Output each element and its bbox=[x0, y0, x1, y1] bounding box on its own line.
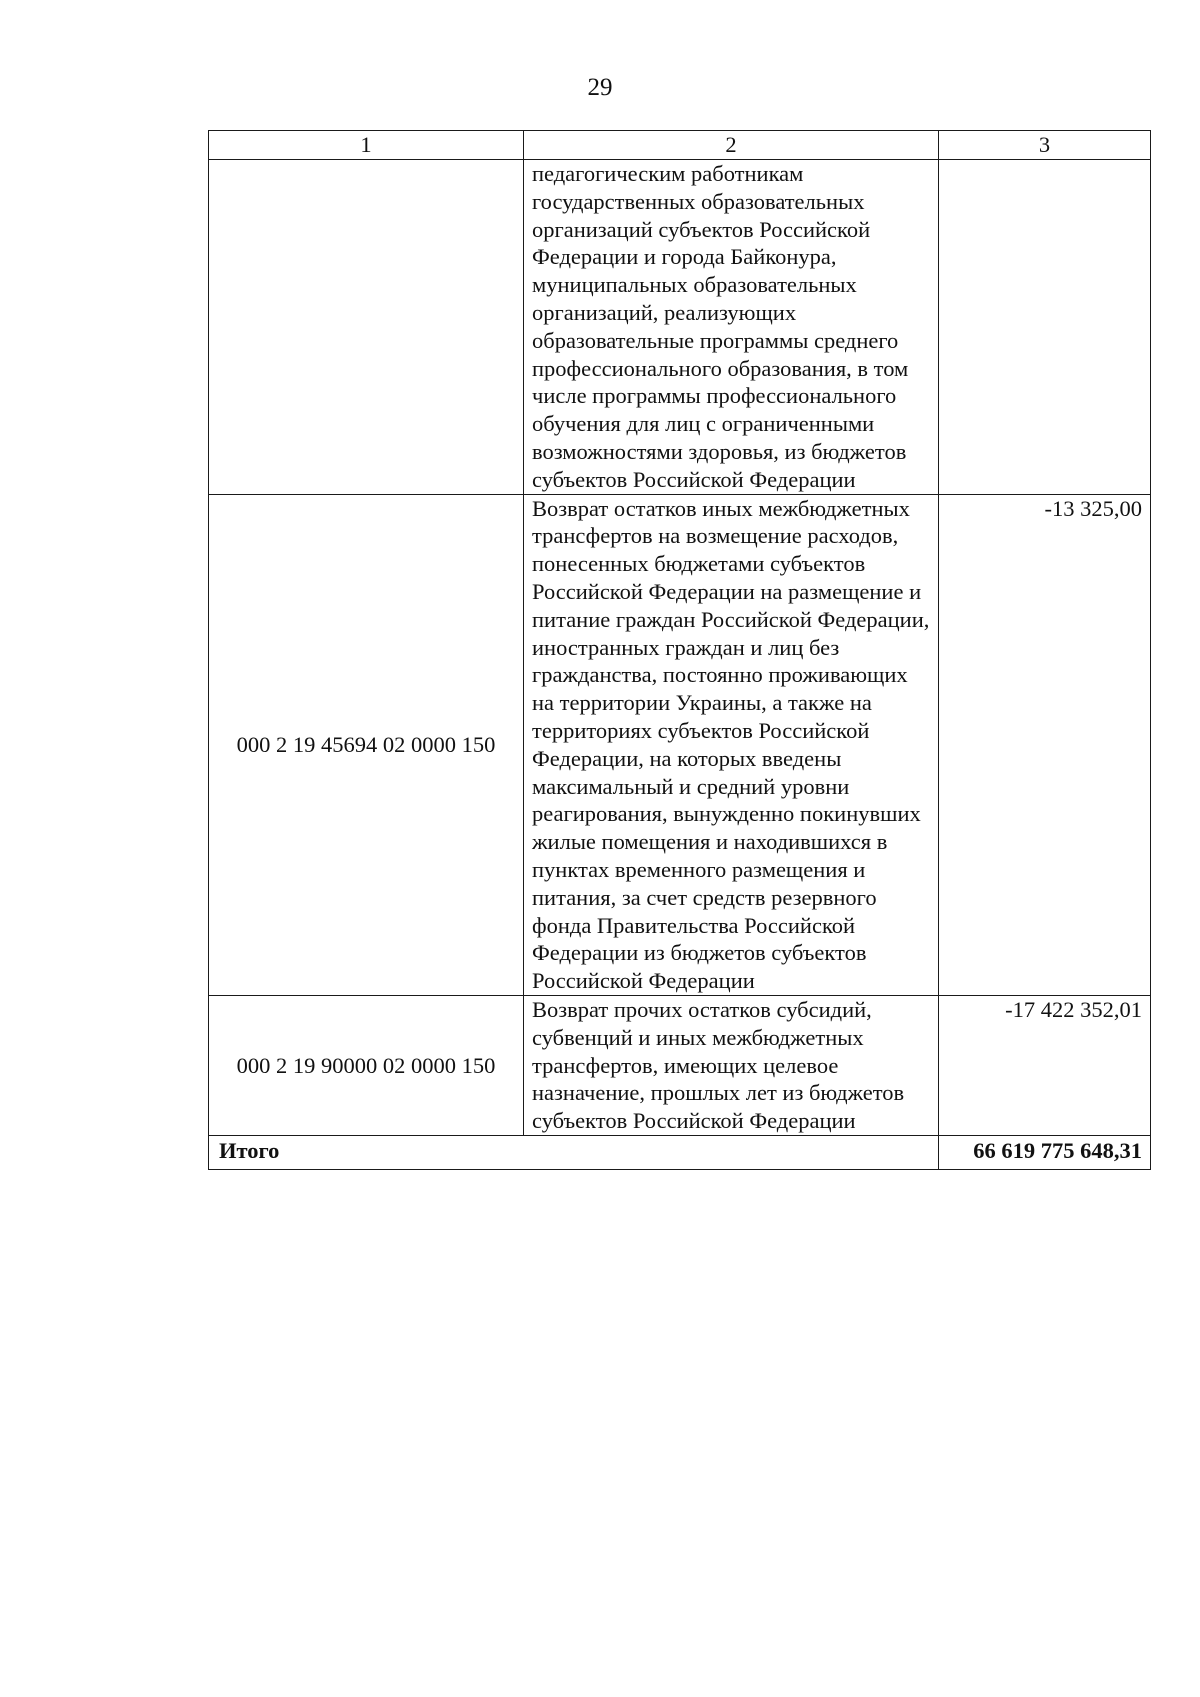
table-header-row bbox=[209, 131, 1151, 160]
row-sum: -17 422 352,01 bbox=[939, 995, 1151, 1135]
row-name: педагогическим работникам государственных образовательных организаций субъектов Российской Федерации и города Байконура, муниципальных образовательных организаций, реализующих образовательные программы среднего профессионального образования, в том числе программы профессионального обучения для лиц с ограниченными возможностями здоровья, из бюджетов субъектов Российской Федерации bbox=[524, 160, 939, 495]
table-row bbox=[209, 995, 1151, 1135]
row-name: Возврат остатков иных межбюджетных трансфертов на возмещение расходов, понесенных бюджетами субъектов Российской Федерации на размещение и питание граждан Российской Федерации, иностранных граждан и лиц без гражданства, постоянно проживающих на территории Украины, а также на территориях субъектов Российской Федерации, на которых введены максимальный и средний уровни реагирования, вынужденно покинувших жилые помещения и находившихся в пунктах временного размещения и питания, за счет средств резервного фонда Правительства Российской Федерации из бюджетов субъектов Российской Федерации bbox=[524, 494, 939, 995]
row-code: 000 2 19 45694 02 0000 150 bbox=[209, 494, 524, 995]
budget-table bbox=[208, 130, 1151, 1170]
table-row bbox=[209, 160, 1151, 495]
column-header-1: 1 bbox=[209, 131, 524, 160]
page-number: 29 bbox=[587, 74, 613, 101]
total-sum: 66 619 775 648,31 bbox=[939, 1135, 1151, 1169]
row-sum bbox=[939, 160, 1151, 495]
column-header-3: 3 bbox=[939, 131, 1151, 160]
total-label: Итого bbox=[209, 1135, 939, 1169]
row-sum: -13 325,00 bbox=[939, 494, 1151, 995]
table-row bbox=[209, 494, 1151, 995]
total-row bbox=[209, 1135, 1151, 1169]
row-code bbox=[209, 160, 524, 495]
row-code: 000 2 19 90000 02 0000 150 bbox=[209, 995, 524, 1135]
column-header-2: 2 bbox=[524, 131, 939, 160]
row-name: Возврат прочих остатков субсидий, субвенций и иных межбюджетных трансфертов, имеющих целевое назначение, прошлых лет из бюджетов субъектов Российской Федерации bbox=[524, 995, 939, 1135]
